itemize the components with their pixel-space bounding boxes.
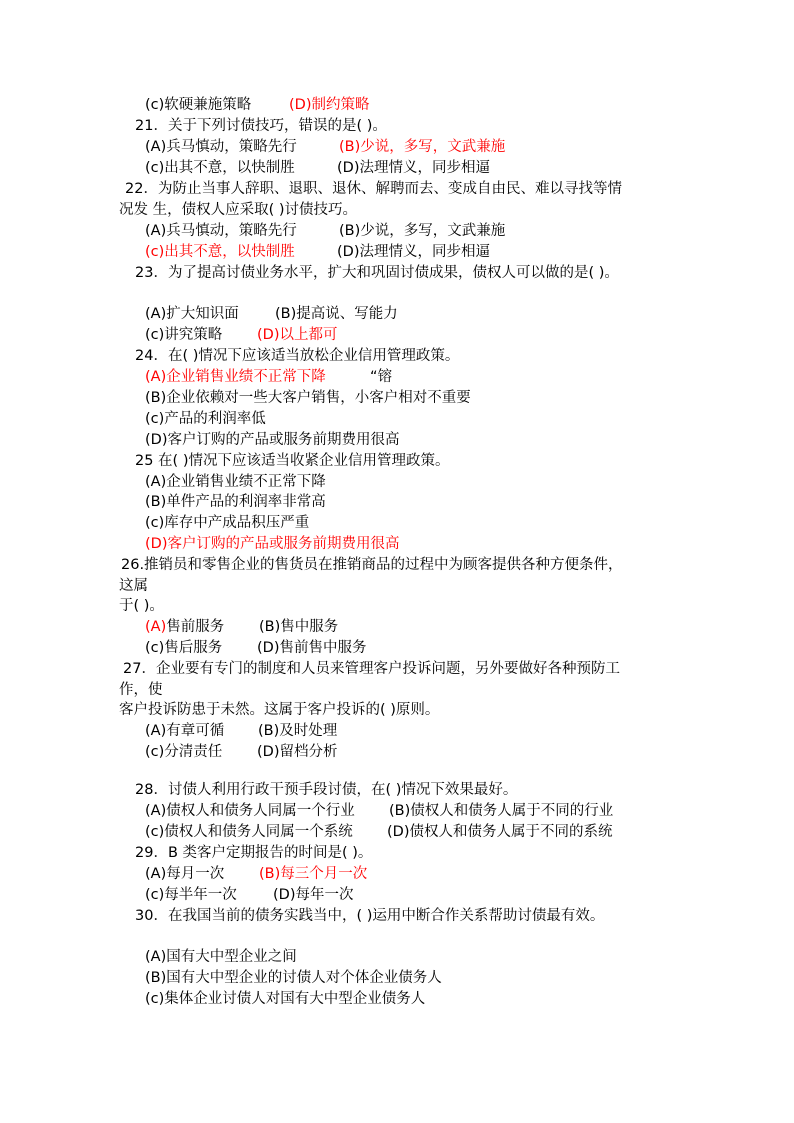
q26-option-a	[145, 617, 224, 637]
q28-option-d: (D)债权人和债务人属于不同的系统	[387, 824, 613, 840]
q21-option-d: (D)法理情义，同步相逼	[337, 160, 490, 176]
q28-option-a: (A)债权人和债务人同属一个行业	[145, 803, 355, 819]
q25-option-c: (c)库存中产成品积压严重	[145, 515, 310, 531]
q24-option-b: (B)企业依赖对一些大客户销售，小客户相对不重要	[145, 390, 471, 406]
q26-option-b: (B)售中服务	[259, 619, 339, 635]
q24-stray-text: “镕	[370, 369, 393, 385]
q27-stem-line2: 作，使	[119, 682, 163, 698]
q27-option-a: (A)有章可循	[145, 723, 225, 739]
q30-stem: 30．在我国当前的债务实践当中，( )运用中断合作关系帮助讨债最有效。	[135, 908, 605, 924]
q22-option-a: (A)兵马慎动，策略先行	[145, 223, 297, 239]
q26-stem-line3: 于( )。	[119, 598, 164, 614]
q26-stem-line1: 26.推销员和零售企业的售货员在推销商品的过程中为顾客提供各种方便条件，	[121, 557, 623, 573]
q26-option-c: (c)售后服务	[145, 640, 223, 656]
q27-stem-line3: 客户投诉防患于未然。这属于客户投诉的( )原则。	[119, 702, 440, 718]
q29-option-c: (c)每半年一次	[145, 887, 237, 903]
q22-stem-line1: 22．为防止当事人辞职、退职、退休、解聘而去、变成自由民、难以寻找等情	[125, 181, 622, 197]
q21-option-b-answer: (B)少说，多写，文武兼施	[339, 139, 506, 155]
q30-option-a: (A)国有大中型企业之间	[145, 949, 297, 965]
q30-option-b: (B)国有大中型企业的讨债人对个体企业债务人	[145, 970, 442, 986]
q26-option-a-letter-answer: (A)	[145, 619, 167, 635]
q23-option-d-answer: (D)以上都可	[257, 327, 338, 343]
q20-option-c: (c)软硬兼施策略	[145, 97, 252, 113]
q25-option-d-answer: (D)客户订购的产品或服务前期费用很高	[145, 536, 400, 552]
q22-option-d: (D)法理情义，同步相逼	[337, 244, 490, 260]
q27-option-d: (D)留档分析	[257, 744, 338, 760]
q23-option-c: (c)讲究策略	[145, 327, 223, 343]
q21-option-c: (c)出其不意，以快制胜	[145, 160, 295, 176]
q25-option-b: (B)单件产品的利润率非常高	[145, 494, 326, 510]
q22-option-b: (B)少说，多写，文武兼施	[339, 223, 506, 239]
q27-option-b: (B)及时处理	[258, 723, 338, 739]
q24-option-a-answer: (A)企业销售业绩不正常下降	[145, 369, 326, 385]
q26-option-d: (D)售前售中服务	[257, 640, 367, 656]
q24-option-c: (c)产品的利润率低	[145, 411, 266, 427]
q27-stem-line1: 27．企业要有专门的制度和人员来管理客户投诉问题，另外要做好各种预防工	[123, 661, 620, 677]
q25-stem: 25 在( )情况下应该适当收紧企业信用管理政策。	[135, 453, 450, 469]
q29-option-d: (D)每年一次	[273, 887, 354, 903]
q21-option-a: (A)兵马慎动，策略先行	[145, 139, 297, 155]
q23-option-a: (A)扩大知识面	[145, 306, 239, 322]
q22-stem-line2: 况发 生，债权人应采取( )讨债技巧。	[119, 202, 358, 218]
q29-stem: 29．B 类客户定期报告的时间是( )。	[135, 845, 373, 861]
q29-option-b-answer: (B)每三个月一次	[259, 866, 368, 882]
q23-option-b: (B)提高说、写能力	[275, 306, 398, 322]
q23-stem: 23．为了提高讨债业务水平，扩大和巩固讨债成果，债权人可以做的是( )。	[135, 265, 619, 281]
q24-stem: 24．在( )情况下应该适当放松企业信用管理政策。	[135, 348, 460, 364]
q28-stem: 28．讨债人利用行政干预手段讨债，在( )情况下效果最好。	[135, 782, 518, 798]
q25-option-a: (A)企业销售业绩不正常下降	[145, 474, 326, 490]
q21-stem: 21．关于下列讨债技巧，错误的是( )。	[135, 118, 387, 134]
q29-option-a: (A)每月一次	[145, 866, 225, 882]
q20-option-d-answer: (D)制约策略	[289, 97, 370, 113]
q28-option-b: (B)债权人和债务人属于不同的行业	[389, 803, 614, 819]
q30-option-c: (c)集体企业讨债人对国有大中型企业债务人	[145, 991, 426, 1007]
q26-option-a-text: 售前服务	[166, 619, 225, 635]
q22-option-c-answer: (c)出其不意，以快制胜	[145, 244, 295, 260]
q26-stem-line2: 这属	[119, 578, 148, 594]
q27-option-c: (c)分清责任	[145, 744, 223, 760]
q28-option-c: (c)债权人和债务人同属一个系统	[145, 824, 353, 840]
q24-option-d: (D)客户订购的产品或服务前期费用很高	[145, 432, 400, 448]
